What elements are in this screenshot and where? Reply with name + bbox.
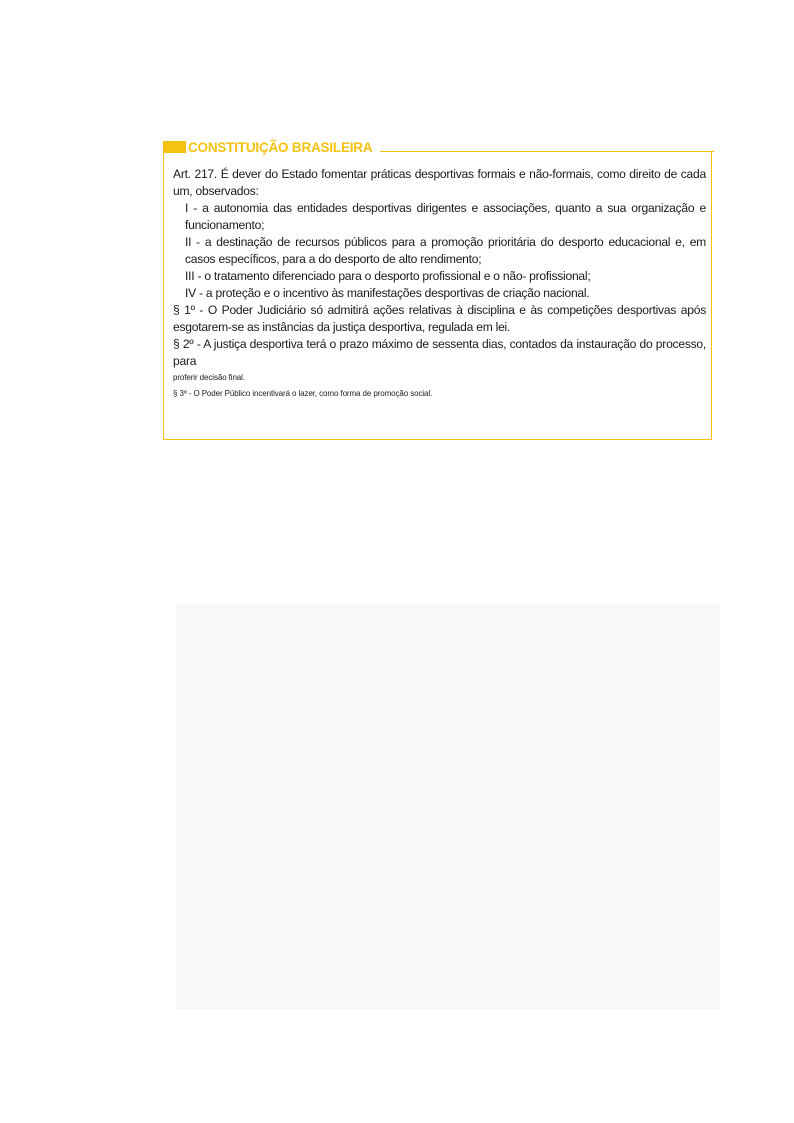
article-paragraph-3: § 3º - O Poder Público incentivará o lazer, como forma de promoção social. xyxy=(173,389,433,398)
article-item-1: I - a autonomia das entidades desportivas dirigentes e associações, quanto a sua organização e funcionamento; xyxy=(185,201,706,232)
article-caput: Art. 217. É dever do Estado fomentar práticas desportivas formais e não-formais, como direito de cada um, observados: xyxy=(173,167,706,198)
article-paragraph-2: § 2º - A justiça desportiva terá o prazo máximo de sessenta dias, contados da instauração do processo, para xyxy=(173,337,706,368)
article-item-2: II - a destinação de recursos públicos para a promoção prioritária do desporto educacional e, em casos específicos, para a do desporto de alto rendimento; xyxy=(185,235,706,266)
article-item-4: IV - a proteção e o incentivo às manifestações desportivas de criação nacional. xyxy=(185,286,590,300)
article-item-3: III - o tratamento diferenciado para o desporto profissional e o não- profissional; xyxy=(185,269,591,283)
article-paragraph-2-end: proferir decisão final. xyxy=(173,373,245,382)
section-title: CONSTITUIÇÃO BRASILEIRA xyxy=(188,139,373,155)
content-placeholder-area xyxy=(176,604,720,1009)
article-text xyxy=(173,166,706,399)
article-paragraph-1: § 1º - O Poder Judiciário só admitirá ações relativas à disciplina e às competições desportivas após esgotarem-se as instâncias da justiça desportiva, regulada em lei. xyxy=(173,303,706,334)
